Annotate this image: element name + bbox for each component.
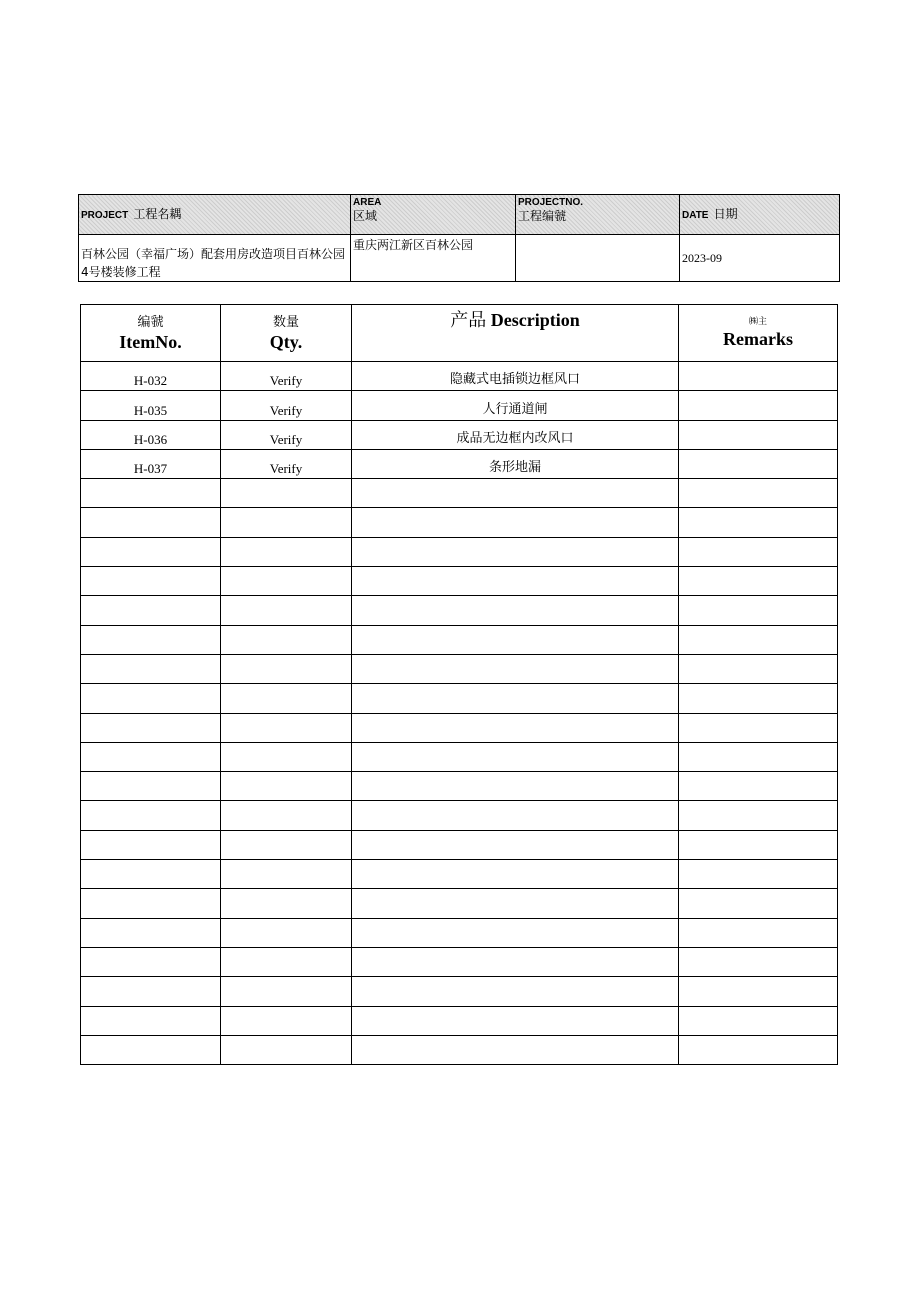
- qty-cell-text: Verify: [269, 402, 303, 418]
- table-row: [81, 918, 838, 947]
- item-no-cell: [81, 508, 221, 537]
- description-cell: [352, 362, 679, 391]
- remarks-cell: [679, 654, 838, 683]
- qty-cell: [221, 801, 352, 830]
- qty-cell-text: Verify: [269, 461, 303, 477]
- items-header-row: [81, 305, 838, 362]
- remarks-header-en: Remarks: [723, 329, 793, 349]
- qty-cell: [221, 977, 352, 1006]
- description-cell: [352, 947, 679, 976]
- description-cell: [352, 567, 679, 596]
- description-cell-text: 隐藏式电插锁边框风口: [449, 372, 580, 388]
- table-row: [81, 801, 838, 830]
- remarks-cell: [679, 625, 838, 654]
- project-value-cell: [79, 235, 351, 282]
- project-label-cell: [79, 195, 351, 235]
- description-cell: [352, 977, 679, 1006]
- description-cell: [352, 684, 679, 713]
- table-row: [81, 977, 838, 1006]
- item-no-cell: [81, 889, 221, 918]
- description-cell: [352, 742, 679, 771]
- table-row: [81, 625, 838, 654]
- item-no-cell-text: H-035: [133, 402, 168, 418]
- project-value: 百林公园（幸福广场）配套用房改造项目百林公园4号楼装修工程: [81, 247, 346, 279]
- remarks-cell: [679, 947, 838, 976]
- item-no-header: [81, 305, 221, 362]
- table-row: [81, 567, 838, 596]
- description-cell: [352, 830, 679, 859]
- description-cell-text: 人行通道闸: [482, 401, 548, 417]
- remarks-cell-text: [679, 1062, 837, 1064]
- qty-cell: [221, 449, 352, 478]
- qty-cell: [221, 479, 352, 508]
- remarks-cell: [679, 567, 838, 596]
- area-label-cell: [351, 195, 516, 235]
- description-header-en: Description: [490, 310, 580, 330]
- item-no-cell-text: H-036: [133, 431, 168, 447]
- qty-cell: [221, 420, 352, 449]
- description-cell: [352, 537, 679, 566]
- area-label-en: AREA: [353, 197, 382, 208]
- projectno-label-zh: 工程编虢: [518, 209, 567, 223]
- description-cell: [352, 889, 679, 918]
- table-row: [81, 830, 838, 859]
- qty-cell: [221, 654, 352, 683]
- table-row: [81, 742, 838, 771]
- description-cell: [352, 449, 679, 478]
- qty-cell-text: Verify: [269, 431, 303, 447]
- description-cell: [352, 918, 679, 947]
- qty-cell: [221, 1035, 352, 1064]
- item-no-cell: [81, 918, 221, 947]
- remarks-cell: [679, 508, 838, 537]
- qty-cell-text: Verify: [269, 373, 303, 389]
- project-label-zh: 工程名耦: [133, 207, 182, 221]
- item-no-cell: [81, 684, 221, 713]
- remarks-cell: [679, 537, 838, 566]
- table-row: [81, 362, 838, 391]
- remarks-cell: [679, 889, 838, 918]
- qty-cell: [221, 625, 352, 654]
- remarks-header: [679, 305, 838, 362]
- project-header-table: [78, 194, 840, 282]
- table-row: [81, 713, 838, 742]
- projectno-label-en: PROJECTNO.: [518, 197, 584, 208]
- description-cell: [352, 625, 679, 654]
- description-cell: [352, 420, 679, 449]
- date-label-zh: 日期: [713, 207, 738, 221]
- remarks-cell: [679, 918, 838, 947]
- item-no-cell: [81, 479, 221, 508]
- description-cell: [352, 713, 679, 742]
- qty-header: [221, 305, 352, 362]
- table-row: [81, 654, 838, 683]
- remarks-cell: [679, 420, 838, 449]
- table-row: [81, 391, 838, 420]
- item-no-cell: [81, 947, 221, 976]
- description-cell: [352, 860, 679, 889]
- header-label-row: [79, 195, 840, 235]
- item-no-cell: [81, 1006, 221, 1035]
- remarks-cell: [679, 713, 838, 742]
- table-row: [81, 684, 838, 713]
- qty-header-en: Qty.: [269, 332, 303, 352]
- qty-cell: [221, 362, 352, 391]
- remarks-cell: [679, 362, 838, 391]
- table-row: [81, 947, 838, 976]
- qty-cell: [221, 742, 352, 771]
- description-cell: [352, 801, 679, 830]
- description-cell-text: 成品无边框内改风口: [456, 430, 574, 446]
- remarks-cell: [679, 391, 838, 420]
- description-cell: [352, 1035, 679, 1064]
- qty-cell: [221, 918, 352, 947]
- item-no-cell: [81, 801, 221, 830]
- description-cell: [352, 391, 679, 420]
- qty-cell: [221, 596, 352, 625]
- date-value-cell: [680, 235, 840, 282]
- item-no-cell: [81, 596, 221, 625]
- table-row: [81, 537, 838, 566]
- item-no-cell: [81, 420, 221, 449]
- description-header-zh: 产品: [450, 310, 487, 330]
- item-no-header-zh: 编虢: [137, 315, 164, 330]
- remarks-cell: [679, 860, 838, 889]
- projectno-value-cell: [516, 235, 680, 282]
- remarks-cell: [679, 830, 838, 859]
- header-value-row: [79, 235, 840, 282]
- description-cell: [352, 1006, 679, 1035]
- item-no-cell: [81, 830, 221, 859]
- qty-header-zh: 数量: [272, 315, 299, 330]
- description-cell-text: [352, 1062, 678, 1064]
- remarks-cell: [679, 742, 838, 771]
- item-no-cell: [81, 625, 221, 654]
- qty-cell: [221, 860, 352, 889]
- remarks-header-zh: ㈱主: [748, 317, 767, 327]
- area-value: 重庆两江新区百林公园: [353, 238, 474, 252]
- qty-cell: [221, 772, 352, 801]
- qty-cell: [221, 889, 352, 918]
- description-header: [352, 305, 679, 362]
- qty-cell: [221, 1006, 352, 1035]
- item-no-cell: [81, 537, 221, 566]
- item-no-cell-text: [81, 1063, 220, 1064]
- projectno-label-cell: [516, 195, 680, 235]
- remarks-cell: [679, 684, 838, 713]
- date-value: 2023-09: [682, 251, 722, 265]
- item-no-cell: [81, 1035, 221, 1064]
- table-row: [81, 889, 838, 918]
- item-no-cell: [81, 362, 221, 391]
- description-cell: [352, 479, 679, 508]
- qty-cell: [221, 830, 352, 859]
- remarks-cell: [679, 1006, 838, 1035]
- table-row: [81, 860, 838, 889]
- description-cell: [352, 508, 679, 537]
- project-label-en: PROJECT: [81, 210, 129, 221]
- remarks-cell: [679, 1035, 838, 1064]
- qty-cell: [221, 713, 352, 742]
- item-no-cell: [81, 567, 221, 596]
- table-row: [81, 479, 838, 508]
- qty-cell: [221, 684, 352, 713]
- table-row: [81, 596, 838, 625]
- table-row: [81, 772, 838, 801]
- table-row: [81, 420, 838, 449]
- remarks-cell: [679, 449, 838, 478]
- items-body: [81, 362, 838, 1065]
- item-no-header-en: ItemNo.: [119, 332, 182, 352]
- qty-cell: [221, 508, 352, 537]
- qty-cell: [221, 947, 352, 976]
- item-no-cell: [81, 391, 221, 420]
- table-row: [81, 508, 838, 537]
- table-row: [81, 449, 838, 478]
- item-no-cell: [81, 977, 221, 1006]
- remarks-cell: [679, 772, 838, 801]
- item-no-cell: [81, 654, 221, 683]
- area-label-zh: 区域: [353, 209, 378, 223]
- remarks-cell: [679, 596, 838, 625]
- table-row: [81, 1035, 838, 1064]
- item-no-cell: [81, 713, 221, 742]
- description-cell: [352, 654, 679, 683]
- remarks-cell: [679, 479, 838, 508]
- qty-cell: [221, 567, 352, 596]
- description-cell-text: 条形地漏: [488, 460, 541, 476]
- item-no-cell: [81, 860, 221, 889]
- qty-cell: [221, 391, 352, 420]
- item-no-cell: [81, 449, 221, 478]
- description-cell: [352, 772, 679, 801]
- qty-cell-text: [221, 1063, 351, 1064]
- date-label-cell: [680, 195, 840, 235]
- item-no-cell-text: H-032: [133, 373, 168, 389]
- date-label-en: DATE: [682, 210, 709, 221]
- items-table: [80, 304, 838, 1065]
- description-cell: [352, 596, 679, 625]
- item-no-cell-text: H-037: [133, 461, 168, 477]
- remarks-cell: [679, 801, 838, 830]
- qty-cell: [221, 537, 352, 566]
- item-no-cell: [81, 742, 221, 771]
- area-value-cell: [351, 235, 516, 282]
- table-row: [81, 1006, 838, 1035]
- remarks-cell: [679, 977, 838, 1006]
- item-no-cell: [81, 772, 221, 801]
